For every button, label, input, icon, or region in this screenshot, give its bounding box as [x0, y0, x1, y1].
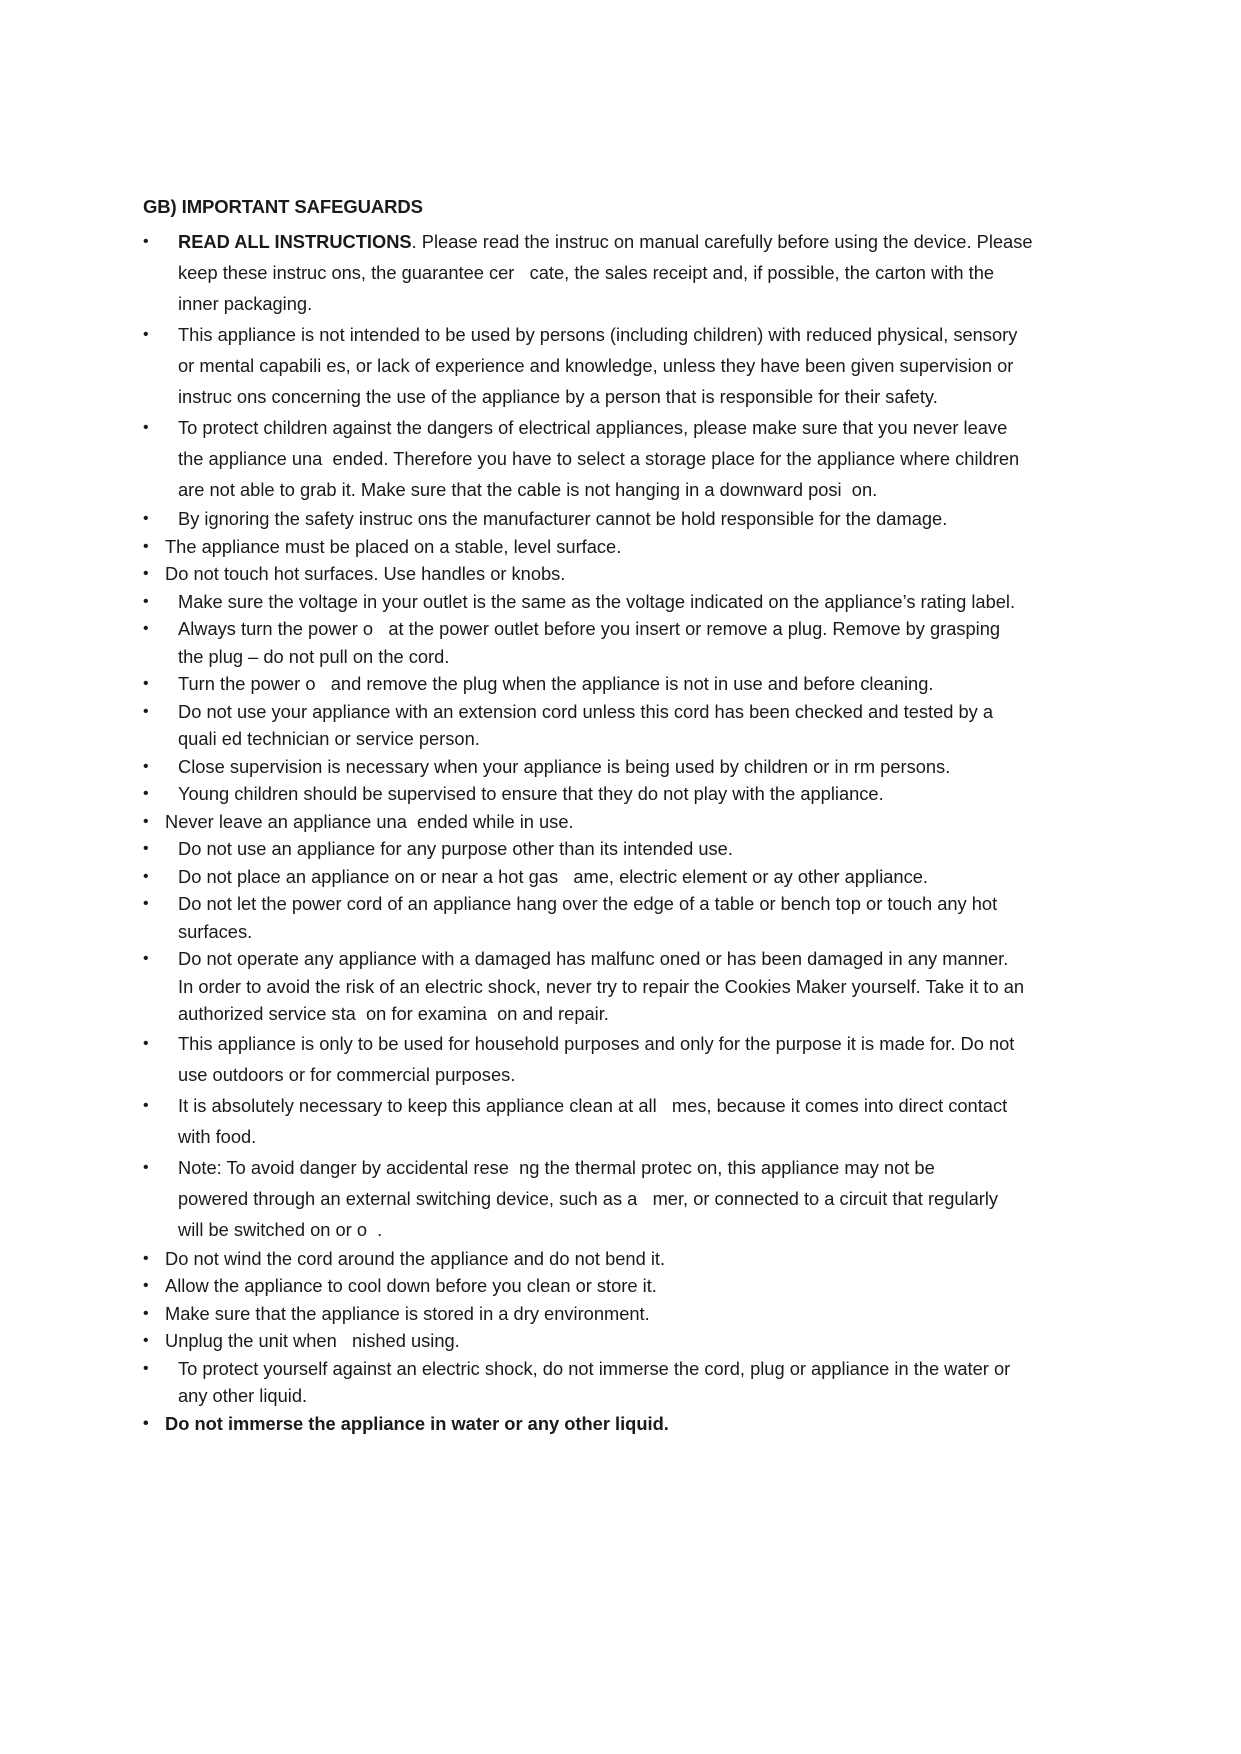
list-item — [143, 1090, 1103, 1152]
bullet: • — [143, 565, 149, 582]
list-item — [143, 1272, 1103, 1300]
list-item — [143, 890, 1103, 945]
item-line: Do not touch hot surfaces. Use handles or knobs. — [165, 563, 566, 584]
bullet: • — [143, 1249, 149, 1267]
item-line: This appliance is only to be used for household purposes and only for the purpose it is made for. Do not — [178, 1032, 1015, 1054]
list-item — [143, 615, 1103, 670]
bullet: • — [143, 510, 149, 527]
bullet: • — [143, 233, 149, 250]
list-item — [143, 1300, 1103, 1328]
item-line: Young children should be supervised to ensure that they do not play with the appliance. — [178, 783, 884, 804]
page-title: GB) IMPORTANT SAFEGUARDS — [143, 196, 423, 217]
bullet: • — [143, 675, 149, 692]
list-item — [143, 945, 1103, 1028]
item-line: Always turn the power o at the power outlet before you insert or remove a plug. Remove by grasping — [178, 618, 1001, 639]
list-item — [143, 753, 1103, 781]
bullet: • — [143, 1158, 149, 1176]
item-line: with food. — [178, 1125, 257, 1147]
item-line: Do not place an appliance on or near a hot gas ame, electric element or ay other appliance. — [178, 865, 928, 887]
item-line: Do not use your appliance with an extension cord unless this cord has been checked and tested by a — [178, 700, 994, 722]
item-line: To protect yourself against an electric shock, do not immerse the cord, plug or appliance in the water or — [178, 1357, 1011, 1379]
list-item — [143, 863, 1103, 891]
item-line: Turn the power o and remove the plug when the appliance is not in use and before cleaning. — [178, 673, 934, 694]
item-line: authorized service sta on for examina on and repair. — [178, 1003, 609, 1024]
list-item — [143, 588, 1103, 616]
item-line: the appliance una ended. Therefore you have to select a storage place for the appliance where children — [178, 448, 1020, 469]
item-line: Do not operate any appliance with a damaged has malfunc oned or has been damaged in any manner. — [178, 948, 1009, 969]
bullet: • — [143, 326, 149, 343]
item-line: To protect children against the dangers of electrical appliances, please make sure that you never leave — [178, 417, 1008, 438]
list-item — [143, 1355, 1103, 1410]
list-item — [143, 1152, 1103, 1245]
list-item — [143, 1327, 1103, 1355]
item-line: inner packaging. — [178, 293, 313, 314]
list-item — [143, 319, 1103, 412]
item-line: Make sure that the appliance is stored in a dry environment. — [165, 1302, 650, 1324]
list-item — [143, 412, 1103, 505]
bullet: • — [143, 895, 149, 912]
list-item — [143, 808, 1103, 836]
item-line: . Please read the instruc on manual carefully before using the device. Please — [411, 231, 1033, 252]
list-item — [143, 1410, 1103, 1438]
bullet: • — [143, 785, 149, 802]
list-item — [143, 835, 1103, 863]
item-line: use outdoors or for commercial purposes. — [178, 1063, 516, 1085]
item-line: In order to avoid the risk of an electric shock, never try to repair the Cookies Maker yourself. Take it to an — [178, 975, 1025, 997]
bullet: • — [143, 419, 149, 436]
item-line: This appliance is not intended to be used by persons (including children) with reduced physical, sensory — [178, 324, 1018, 345]
list-item — [143, 533, 1103, 561]
bullet: • — [143, 1096, 149, 1114]
list-item — [143, 698, 1103, 753]
bullet: • — [143, 702, 149, 720]
bullet: • — [143, 840, 149, 857]
bullet: • — [143, 812, 149, 830]
bullet: • — [143, 1332, 149, 1349]
safeguards-list — [143, 226, 1103, 1437]
item-line: Do not immerse the appliance in water or any other liquid. — [165, 1412, 669, 1434]
item-line: are not able to grab it. Make sure that the cable is not hanging in a downward posi on. — [178, 479, 878, 500]
item-line: It is absolutely necessary to keep this appliance clean at all mes, because it comes into direct contact — [178, 1094, 1008, 1116]
bullet: • — [143, 1277, 149, 1294]
item-line: instruc ons concerning the use of the appliance by a person that is responsible for their safety. — [178, 386, 938, 407]
list-item — [143, 560, 1103, 588]
item-line: The appliance must be placed on a stable, level surface. — [165, 535, 622, 557]
bullet: • — [143, 592, 149, 610]
bullet: • — [143, 757, 149, 775]
item-line: Do not use an appliance for any purpose other than its intended use. — [178, 838, 733, 859]
item-line: Do not wind the cord around the appliance and do not bend it. — [165, 1247, 666, 1269]
list-item — [143, 1028, 1103, 1090]
item-line: surfaces. — [178, 920, 253, 942]
item-line: quali ed technician or service person. — [178, 728, 480, 749]
bullet: • — [143, 1414, 149, 1432]
bullet: • — [143, 1359, 149, 1377]
item-line: Close supervision is necessary when your appliance is being used by children or in rm persons. — [178, 755, 951, 777]
bullet: • — [143, 950, 149, 967]
bullet: • — [143, 1034, 149, 1052]
item-line: Note: To avoid danger by accidental rese ng the thermal protec on, this appliance may not be — [178, 1156, 935, 1178]
bullet: • — [143, 1304, 149, 1322]
item-line: Make sure the voltage in your outlet is the same as the voltage indicated on the appliance’s rating label. — [178, 590, 1016, 612]
item-line: Allow the appliance to cool down before you clean or store it. — [165, 1275, 657, 1296]
list-item — [143, 670, 1103, 698]
item-line: By ignoring the safety instruc ons the manufacturer cannot be hold responsible for the damage. — [178, 508, 948, 529]
bullet: • — [143, 867, 149, 885]
list-item — [143, 226, 1103, 319]
item-line: any other liquid. — [178, 1385, 308, 1406]
item-line: powered through an external switching device, such as a mer, or connected to a circuit that regularly — [178, 1187, 999, 1209]
item-lead: READ ALL INSTRUCTIONS — [178, 231, 412, 252]
item-line: Never leave an appliance una ended while in use. — [165, 810, 574, 832]
bullet: • — [143, 620, 149, 637]
list-item — [143, 780, 1103, 808]
list-item — [143, 505, 1103, 533]
item-line: or mental capabili es, or lack of experience and knowledge, unless they have been given supervision or — [178, 355, 1014, 376]
item-line: Do not let the power cord of an appliance hang over the edge of a table or bench top or touch any hot — [178, 893, 998, 914]
item-line: keep these instruc ons, the guarantee cer cate, the sales receipt and, if possible, the carton with the — [178, 262, 995, 283]
bullet: • — [143, 537, 149, 555]
item-line: will be switched on or o . — [178, 1218, 383, 1240]
item-line: Unplug the unit when nished using. — [165, 1330, 460, 1351]
item-line: the plug – do not pull on the cord. — [178, 645, 450, 667]
list-item — [143, 1245, 1103, 1273]
